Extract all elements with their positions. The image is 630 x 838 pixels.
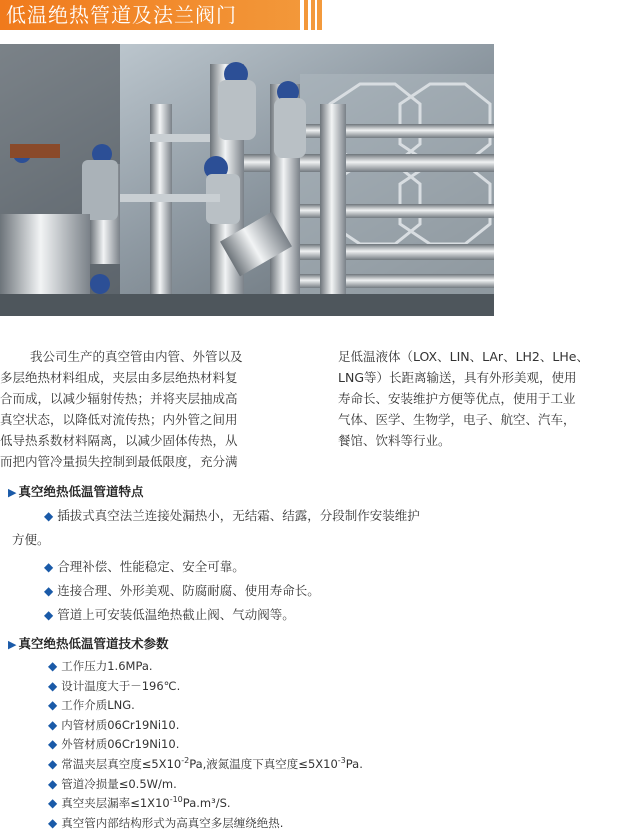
page-title: 低温绝热管道及法兰阀门 [6, 3, 237, 27]
diamond-icon: ◆ [48, 776, 58, 791]
tech-param: ◆ 外管材质06Cr19Ni10. [48, 737, 180, 752]
feature-item: ◆ 插拔式真空法兰连接处漏热小，无结霜、结露，分段制作安装维护 [44, 508, 420, 523]
diamond-icon: ◆ [44, 608, 54, 622]
intro-line: 足低温液体（LOX、LIN、LAr、LH2、LHe、 [338, 349, 589, 364]
intro-line: 低导热系数材料隔离，以减少固体传热，从 [0, 433, 238, 448]
diamond-icon: ◆ [48, 756, 58, 771]
feature-item: ◆ 管道上可安装低温绝热截止阀、气动阀等。 [44, 607, 295, 622]
title-stripe-3 [315, 0, 317, 30]
tech-param: ◆ 真空夹层漏率$\le 1X10^{-10}Pa.m^3/S$. [48, 795, 231, 811]
title-stripe-1 [300, 0, 304, 30]
diamond-icon: ◆ [44, 584, 54, 598]
intro-line: 合而成，以减少辐射传热；并将夹层抽成高 [0, 391, 238, 406]
tech-param: ◆ 内管材质06Cr19Ni10. [48, 717, 180, 732]
tech-param: ◆ 设计温度大于－196℃. [48, 678, 181, 693]
feature-item-continued: 方便。 [12, 532, 50, 547]
intro-line: 寿命长、安装维护方便等优点，使用于工业 [338, 391, 576, 406]
diamond-icon: ◆ [48, 659, 58, 673]
diamond-icon: ◆ [44, 509, 54, 523]
tech-param: ◆ 真空管内部结构形式为高真空多层缠绕绝热. [48, 815, 284, 830]
intro-line: LNG等）长距离输送，具有外形美观，使用 [338, 370, 577, 385]
features-heading: ▶ 真空绝热低温管道特点 [8, 484, 144, 499]
intro-line: 餐馆、饮料等行业。 [338, 433, 451, 448]
equipment-photo [0, 44, 494, 316]
tech-param: ◆ 工作压力1.6MPa. [48, 659, 153, 673]
triangle-icon: ▶ [8, 486, 17, 499]
title-stripe-2 [308, 0, 311, 30]
intro-right-column [338, 346, 630, 451]
tech-heading: ▶ 真空绝热低温管道技术参数 [8, 636, 169, 651]
tech-param: ◆ 管道冷损量≤0.5W/m. [48, 776, 177, 791]
diamond-icon: ◆ [48, 815, 58, 830]
diamond-icon: ◆ [48, 717, 58, 732]
intro-line: 而把内管冷量损失控制到最低限度，充分满 [0, 454, 238, 469]
triangle-icon: ▶ [8, 638, 17, 651]
diamond-icon: ◆ [48, 796, 58, 811]
features-list [0, 504, 630, 627]
intro-left-column [0, 346, 306, 472]
diamond-icon: ◆ [48, 698, 58, 713]
feature-item: ◆ 连接合理、外形美观、防腐耐腐、使用寿命长。 [44, 583, 320, 598]
tech-params-list [48, 657, 363, 833]
diamond-icon: ◆ [48, 737, 58, 752]
tech-param: ◆ 工作介质LNG. [48, 698, 135, 713]
intro-line: 我公司生产的真空管由内管、外管以及 [30, 349, 243, 364]
tech-param: ◆ 常温夹层真空度$\le 5X10^{-2}Pa$,液氮温度下真空度$\le 5X10^{-3}Pa$. [48, 756, 363, 771]
equipment-photo-svg [0, 44, 494, 316]
diamond-icon: ◆ [48, 678, 58, 693]
intro-line: 真空状态，以降低对流传热；内外管之间用 [0, 412, 238, 427]
title-banner [0, 0, 322, 30]
intro-line: 气体、医学、生物学，电子、航空、汽车， [338, 412, 576, 427]
diamond-icon: ◆ [44, 560, 54, 574]
feature-item: ◆ 合理补偿、性能稳定、安全可靠。 [44, 559, 245, 574]
intro-line: 多层绝热材料组成，夹层由多层绝热材料复 [0, 370, 238, 385]
